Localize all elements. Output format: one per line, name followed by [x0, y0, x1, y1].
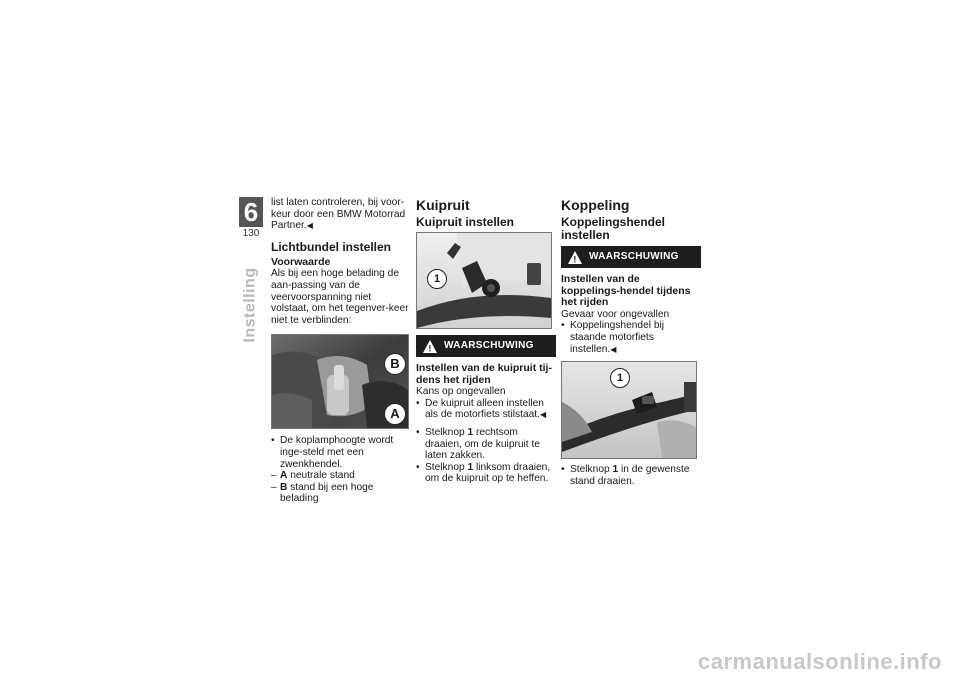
windscreen-heading: Kuipruit: [416, 197, 470, 213]
clutch-photo: [561, 361, 697, 459]
clutch-subheading: Koppelingshendel instellen: [561, 215, 666, 242]
list-item: – A neutrale stand: [271, 470, 355, 482]
warning-banner: [561, 246, 701, 268]
end-mark-icon: ◀: [306, 221, 313, 231]
callout-b: B: [384, 353, 406, 375]
list-item: • Stelknop 1 rechtsom draaien, om de kuipruit te laten zakken.: [416, 426, 540, 462]
end-mark-icon: ◀: [610, 344, 617, 354]
chapter-number: 6: [239, 197, 263, 227]
section-title: [232, 265, 270, 345]
callout-1: 1: [427, 269, 447, 289]
svg-text:!: !: [428, 343, 432, 353]
list-item: • De kuipruit alleen instellen als de motorfiets stilstaat.◀: [416, 397, 547, 421]
callout-a: A: [384, 403, 406, 425]
headlight-photo: [271, 334, 409, 429]
windscreen-photo: [416, 232, 552, 329]
warning-title: Instellen van de koppelings-hendel tijdens het rijden: [561, 273, 691, 309]
condition-text: Als bij een hoge belading de aan-passing van de veervoorspanning niet volstaat, om het tegenver-keer niet te verblinden:: [271, 268, 409, 326]
warning-label: WAARSCHUWING: [444, 340, 534, 352]
warning-text: Kans op ongevallen: [416, 386, 506, 398]
warning-label: WAARSCHUWING: [589, 251, 679, 263]
warning-icon: [416, 340, 444, 353]
callout-1: 1: [610, 368, 630, 388]
clutch-heading: Koppeling: [561, 197, 630, 213]
warning-icon: [561, 251, 589, 264]
section-title-text: Instelling: [242, 267, 260, 343]
watermark: carmanualsonline.info: [698, 649, 942, 674]
list-item: • Stelknop 1 linksom draaien, om de kuipruit op te heffen.: [416, 461, 551, 485]
list-item: • Koppelingshendel bij staande motorfiets instellen.◀: [561, 320, 665, 355]
page-number: 130: [242, 228, 260, 239]
warning-title: Instellen van de kuipruit tij-dens het rijden: [416, 362, 552, 386]
column-3: [561, 197, 701, 487]
list-item: • De koplamphoogte wordt inge-steld met een zwenkhendel.: [271, 435, 394, 470]
column-2: [416, 197, 556, 485]
column-1: [271, 197, 411, 505]
end-mark-icon: ◀: [539, 410, 547, 420]
list-item: • Stelknop 1 in de gewenste stand draaien.: [561, 464, 690, 487]
svg-text:!: !: [573, 254, 577, 264]
condition-heading: Voorwaarde: [271, 255, 331, 268]
warning-banner: [416, 335, 556, 357]
chapter-tab: [239, 197, 263, 239]
warning-text: Gevaar voor ongevallen: [561, 308, 670, 320]
windscreen-subheading: Kuipruit instellen: [416, 215, 515, 229]
intro-paragraph: list laten controleren, bij voor-keur door een BMW Motorrad Partner.◀: [271, 197, 406, 232]
list-item: – B stand bij een hoge belading: [271, 481, 374, 505]
headlight-heading: Lichtbundel instellen: [271, 239, 392, 254]
